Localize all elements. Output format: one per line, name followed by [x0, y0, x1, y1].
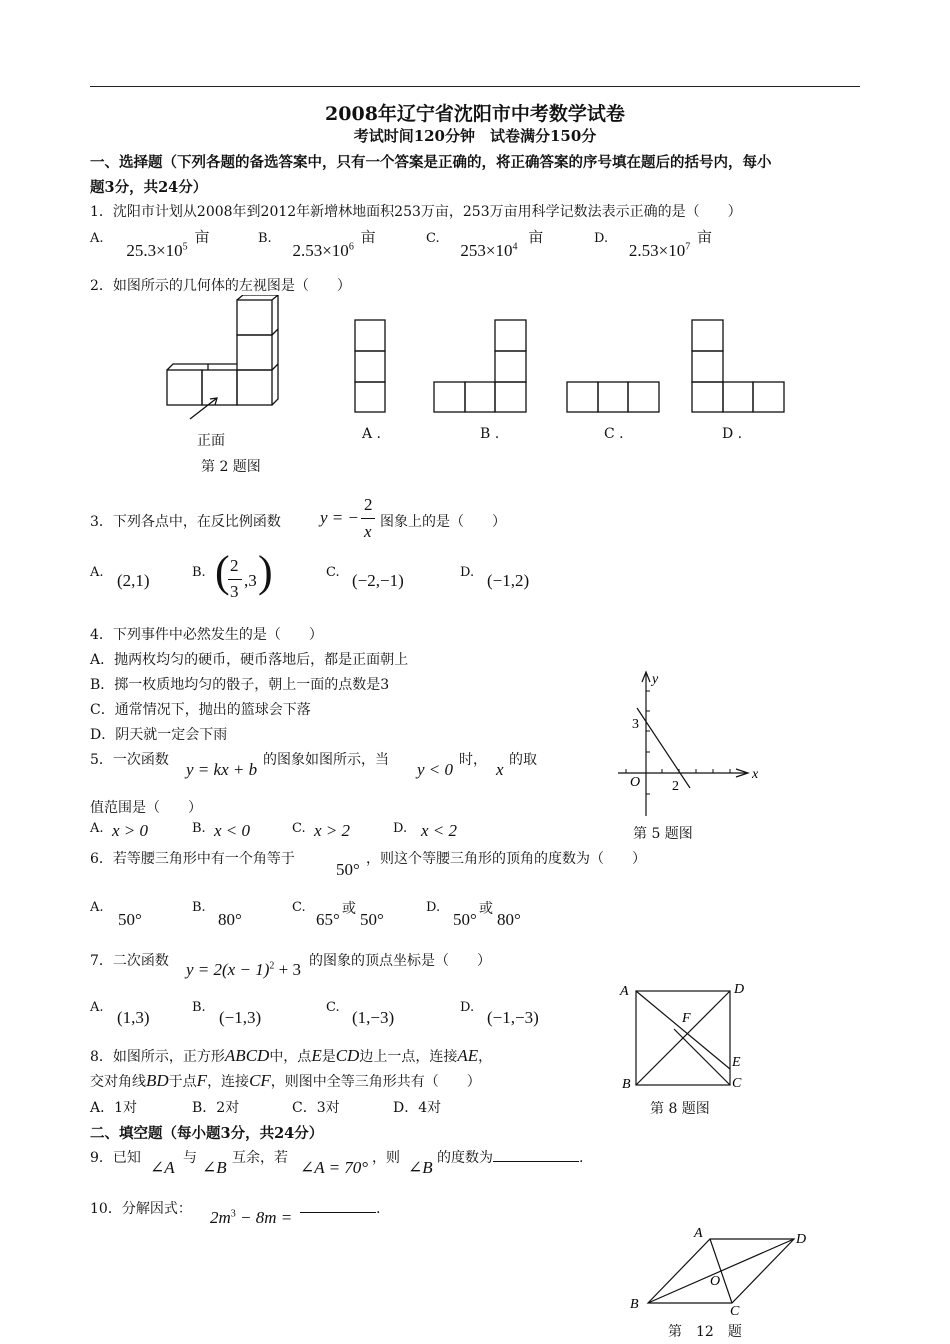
q9-stem-d: ，则 — [372, 1150, 400, 1166]
q5-d-letter: D. — [393, 821, 408, 836]
q3-b-rest: ,3 — [244, 571, 257, 590]
q12-label-c: C — [730, 1304, 740, 1318]
q6-stem-a: 6．若等腰三角形中有一个角等于 — [90, 851, 295, 867]
q12-label-b: B — [630, 1297, 639, 1312]
q3-d-letter: D. — [460, 565, 475, 580]
q3-stem-post: 图象上的是（ ） — [380, 514, 506, 530]
q5-func: y = kx + b — [186, 760, 258, 779]
q1-option-a — [90, 226, 210, 260]
q3-func-lhs: y = − — [320, 508, 359, 527]
q5-caption: 第 5 题图 — [633, 826, 693, 842]
q1-option-c: C. $253\times 10^4$ 亩 — [426, 228, 544, 260]
q3-a-letter: A. — [90, 565, 104, 580]
q9-stem-b: 与 — [183, 1150, 197, 1166]
q7-c-value: (1,−3) — [352, 1008, 395, 1027]
q7-d-letter: D. — [460, 1000, 475, 1015]
q9-angle-a: ∠A — [150, 1158, 175, 1177]
q2-option-d-label: D . — [722, 426, 743, 442]
q7-b-letter: B. — [192, 1000, 206, 1015]
q2-option-b-figure — [430, 318, 530, 414]
q3-b-den: 3 — [230, 582, 239, 601]
q6-d-or: 或 — [479, 901, 493, 917]
q3-b-num: 2 — [230, 556, 239, 575]
q9-angle-b: ∠B — [202, 1158, 227, 1177]
q5-b-value: x < 0 — [214, 821, 251, 840]
q1-option-d: D. $2.53\times 10^7$ 亩 — [594, 228, 713, 260]
exam-info: 考试时间120分钟 试卷满分150分 — [353, 127, 597, 145]
q8-label-e: E — [732, 1055, 741, 1070]
top-rule — [90, 86, 860, 87]
q7-c-letter: C. — [326, 1000, 340, 1015]
q12-label-a: A — [694, 1226, 703, 1241]
q5-stem-e: 值范围是（ ） — [90, 800, 202, 816]
q8-label-d: D — [734, 982, 745, 997]
q2-option-b-label: B . — [480, 426, 500, 442]
q2-caption: 第 2 题图 — [201, 459, 261, 475]
q1-a-letter: A. — [90, 231, 104, 246]
q6-stem-b: ，则这个等腰三角形的顶角的度数为（ ） — [366, 851, 646, 867]
q8-label-b: B — [622, 1077, 631, 1092]
q12-label-d: D — [796, 1232, 807, 1247]
q4-option-c: C．通常情况下，抛出的篮球会下落 — [90, 702, 311, 718]
q5-c-letter: C. — [292, 821, 306, 836]
q6-d-value2: 80° — [497, 910, 521, 929]
q5-y-label: y — [652, 672, 659, 687]
q2-option-a-figure — [350, 318, 390, 414]
q8-caption: 第 8 题图 — [650, 1101, 710, 1117]
q6-angle: 50° — [336, 860, 360, 879]
q9-answer-blank[interactable] — [493, 1147, 579, 1162]
q6-b-letter: B. — [192, 900, 206, 915]
q2-front-label: 正面 — [197, 433, 225, 449]
q8-figure — [614, 978, 754, 1094]
q1-option-b: B. $2.53\times 10^6$ 亩 — [258, 228, 376, 260]
q3-c-letter: C. — [326, 565, 340, 580]
q5-origin-label: O — [630, 775, 641, 790]
q3-b-frac-bar — [228, 579, 242, 580]
q9-angle-b2: ∠B — [408, 1158, 433, 1177]
q2-option-a-label: A . — [362, 426, 382, 442]
q8-line2: 交对角线BD于点F，连接CF，则图中全等三角形共有（ ） — [90, 1071, 481, 1090]
section1-heading-line1: 一、选择题（下列各题的备选答案中，只有一个答案是正确的，将正确答案的序号填在题后的括号内，每小 — [90, 154, 772, 171]
q3-frac-bar — [361, 518, 375, 519]
q12-label-o: O — [710, 1274, 721, 1289]
q6-d-value: 50° — [453, 910, 477, 929]
q6-c-or: 或 — [342, 901, 356, 917]
q7-stem-a: 7．二次函数 — [90, 953, 169, 969]
q5-stem-c: 时， — [459, 752, 487, 768]
q7-a-letter: A. — [90, 1000, 104, 1015]
q9-stem-e: 的度数为 . — [437, 1147, 583, 1167]
q3-d-value: (−1,2) — [487, 571, 530, 590]
q5-c-value: x > 2 — [314, 821, 351, 840]
q7-stem-b: 的图象的顶点坐标是（ ） — [309, 953, 491, 969]
q6-a-value: 50° — [118, 910, 142, 929]
q3-b-lparen: ( — [215, 547, 230, 596]
q3-b-rparen: ) — [258, 547, 273, 596]
q2-option-d-figure — [688, 318, 788, 414]
q7-func: $y = 2(x - 1)^2 + 3$ — [186, 960, 301, 979]
q12-caption: 第 12 题 — [668, 1324, 742, 1340]
q8-option-d: D．4对 — [393, 1100, 442, 1116]
q8-option-a: A．1对 — [90, 1100, 138, 1116]
q10-answer-blank[interactable] — [300, 1198, 376, 1213]
q6-c-value: 65° — [316, 910, 340, 929]
q3-c-value: (−2,−1) — [352, 571, 404, 590]
q10-blank-wrap: . — [300, 1198, 380, 1217]
q4-option-b: B．掷一枚质地均匀的骰子，朝上一面的点数是3 — [90, 677, 390, 693]
q5-var: x — [496, 760, 504, 779]
q8-label-a: A — [620, 984, 629, 999]
page-title: 2008年辽宁省沈阳市中考数学试卷 — [325, 103, 625, 125]
q6-c-value2: 50° — [360, 910, 384, 929]
q8-option-b: B．2对 — [192, 1100, 240, 1116]
q8-option-c: C．3对 — [292, 1100, 340, 1116]
q2-option-c-label: C . — [604, 426, 624, 442]
q5-stem-d: 的取 — [509, 752, 537, 768]
q5-x-label: x — [752, 767, 759, 782]
q7-a-value: (1,3) — [117, 1008, 150, 1027]
q1-a-value: $25.3\times 10^5$ — [126, 241, 188, 260]
q3-func-num: 2 — [364, 495, 373, 514]
q8-label-f: F — [682, 1011, 691, 1026]
q6-b-value: 80° — [218, 910, 242, 929]
q5-d-value: x < 2 — [421, 821, 458, 840]
q3-a-value: (2,1) — [117, 571, 150, 590]
q5-graph — [612, 668, 772, 824]
q1-stem: 1．沈阳市计划从2008年到2012年新增林地面积253万亩，253万亩用科学记数法表示正确的是（ ） — [90, 204, 742, 220]
section1-heading-line2: 题3分，共24分） — [90, 179, 208, 196]
q5-y-tick-label: 3 — [632, 717, 639, 732]
q4-stem: 4．下列事件中必然发生的是（ ） — [90, 627, 323, 643]
q5-x-tick-label: 2 — [672, 779, 679, 794]
q10-expr: $2m^3 - 8m$ = — [210, 1208, 293, 1227]
q3-stem-pre: 3．下列各点中，在反比例函数 — [90, 514, 281, 530]
q2-solid-figure — [160, 295, 290, 430]
q7-b-value: (−1,3) — [219, 1008, 262, 1027]
q9-stem-c: 互余，若 — [232, 1150, 288, 1166]
q2-option-c-figure — [563, 378, 663, 414]
q12-figure — [624, 1222, 814, 1318]
q5-a-letter: A. — [90, 821, 104, 836]
q10-stem: 10．分解因式： — [90, 1201, 192, 1217]
q5-stem-b: 的图象如图所示，当 — [263, 752, 389, 768]
q6-c-letter: C. — [292, 900, 306, 915]
q9-cond: ∠A = 70° — [300, 1158, 369, 1177]
q5-b-letter: B. — [192, 821, 206, 836]
q4-option-a: A．抛两枚均匀的硬币，硬币落地后，都是正面朝上 — [90, 652, 409, 668]
q3-b-letter: B. — [192, 565, 206, 580]
q1-a-unit: 亩 — [194, 228, 210, 246]
q7-d-value: (−1,−3) — [487, 1008, 539, 1027]
q6-a-letter: A. — [90, 900, 104, 915]
q6-d-letter: D. — [426, 900, 441, 915]
q5-a-value: x > 0 — [112, 821, 149, 840]
q5-cond: y < 0 — [417, 760, 454, 779]
q9-stem-a: 9．已知 — [90, 1150, 141, 1166]
q4-option-d: D．阴天就一定会下雨 — [90, 727, 228, 743]
q8-line1: 8．如图所示，正方形ABCD中，点E是CD边上一点，连接AE， — [90, 1046, 493, 1065]
q3-func-den: x — [364, 522, 372, 541]
q2-stem: 2．如图所示的几何体的左视图是（ ） — [90, 278, 351, 294]
q8-label-c: C — [732, 1076, 742, 1091]
q5-stem-a: 5．一次函数 — [90, 752, 169, 768]
section2-heading: 二、填空题（每小题3分，共24分） — [90, 1125, 324, 1142]
